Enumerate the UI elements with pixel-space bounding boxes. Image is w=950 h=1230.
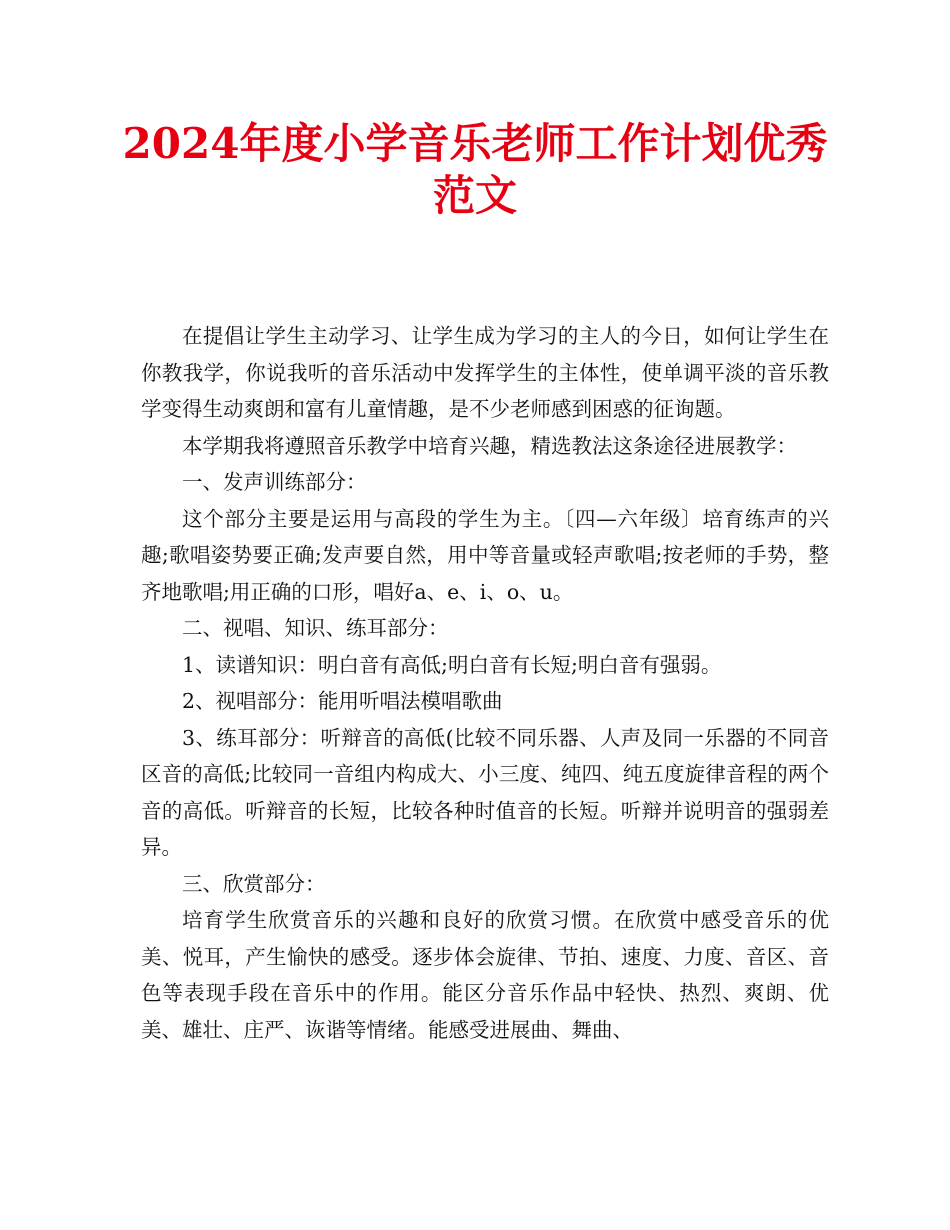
list-item-ear-training: 3、练耳部分：听辩音的高低(比较不同乐器、人声及同一乐器的不同音区音的高低;比较同一音组内构成大、小三度、纯四、纯五度旋律音程的两个音的高低。听辩音的长短，比较各种时值音的长短。听辩并说明音的强弱差异。	[141, 725, 829, 859]
paragraph-section-1: 这个部分主要是运用与高段的学生为主。〔四—六年级〕培育练声的兴趣;歌唱姿势要正确;发声要自然，用中等音量或轻声歌唱;按老师的手势，整齐地歌唱;用正确的口形，唱好a、e、i、o、u。	[141, 506, 829, 604]
paragraph-intro: 在提倡让学生主动学习、让学生成为学习的主人的今日，如何让学生在你教我学，你说我听的音乐活动中发挥学生的主体性，使单调平淡的音乐教学变得生动爽朗和富有儿童情趣，是不少老师感到困惑的征询题。	[141, 324, 829, 421]
heading-section-2: 二、视唱、知识、练耳部分：	[182, 616, 449, 640]
document-body	[141, 318, 829, 1048]
title-line-2: 范文	[432, 171, 517, 220]
heading-section-3: 三、欣赏部分：	[182, 871, 326, 896]
paragraph-section-3: 培育学生欣赏音乐的兴趣和良好的欣赏习惯。在欣赏中感受音乐的优美、悦耳，产生愉快的感受。逐步体会旋律、节拍、速度、力度、音区、音色等表现手段在音乐中的作用。能区分音乐作品中轻快、热烈、爽朗、优美、雄壮、庄严、诙谐等情绪。能感受进展曲、舞曲、	[141, 908, 829, 1042]
list-item-sight-singing: 2、视唱部分：能用听唱法模唱歌曲	[182, 689, 503, 713]
paragraph-plan: 本学期我将遵照音乐教学中培育兴趣，精选教法这条途径进展教学：	[182, 433, 797, 458]
list-item-reading: 1、读谱知识：明白音有高低;明白音有长短;明白音有强弱。	[182, 652, 722, 677]
title-line-1: 2024年度小学音乐老师工作计划优秀	[122, 119, 828, 168]
heading-section-1: 一、发声训练部分：	[182, 470, 367, 494]
document-title	[100, 118, 850, 222]
